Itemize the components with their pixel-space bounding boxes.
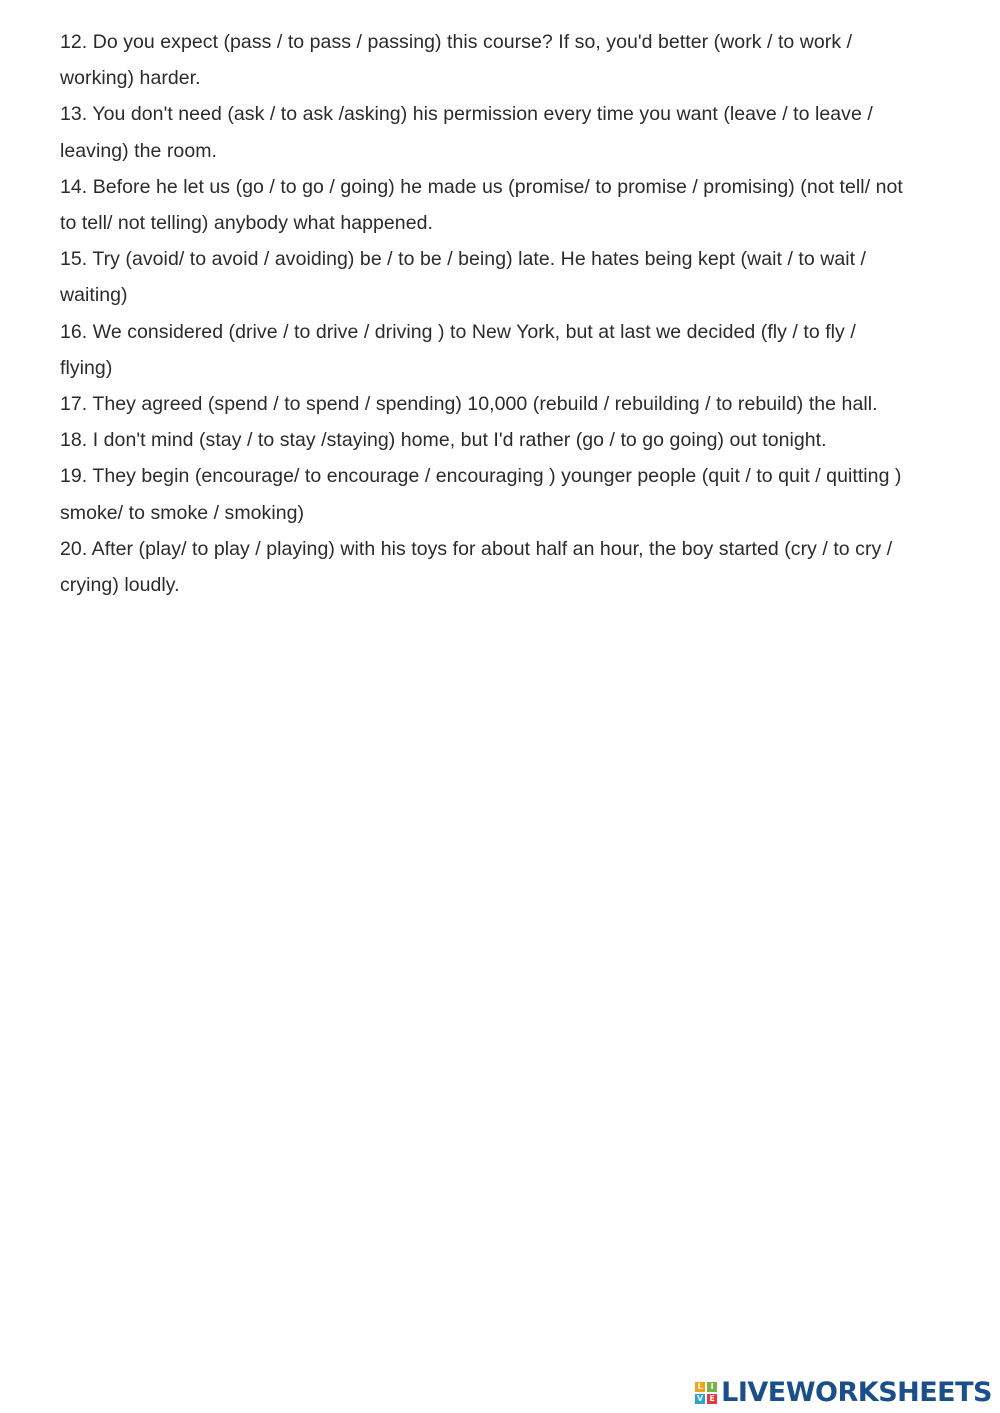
exercise-line: crying) loudly. bbox=[60, 574, 180, 597]
exercise-line: 15. Try (avoid/ to avoid / avoiding) be / to be / being) late. He hates being kept (wait / to wait / bbox=[60, 248, 867, 271]
logo-mark-cell: E bbox=[707, 1394, 717, 1404]
worksheet-text bbox=[60, 24, 972, 603]
exercise-line: leaving) the room. bbox=[60, 139, 217, 162]
exercise-line: 18. I don't mind (stay / to stay /staying) home, but I'd rather (go / to go going) out tonight. bbox=[60, 429, 827, 452]
exercise-line: flying) bbox=[60, 356, 113, 379]
exercise-line: 13. You don't need (ask / to ask /asking) his permission every time you want (leave / to leave / bbox=[60, 103, 873, 126]
logo-mark-icon bbox=[695, 1382, 717, 1404]
exercise-line: working) harder. bbox=[60, 67, 201, 90]
logo-text: LIVEWORKSHEETS bbox=[721, 1376, 992, 1408]
exercise-line: smoke/ to smoke / smoking) bbox=[60, 501, 305, 524]
logo-mark-cell: L bbox=[695, 1382, 705, 1392]
logo-mark-cell: I bbox=[707, 1382, 717, 1392]
exercise-line: waiting) bbox=[60, 284, 128, 307]
exercise-line: 14. Before he let us (go / to go / going) he made us (promise/ to promise / promising) (not tell/ not bbox=[60, 175, 903, 198]
exercise-line: 12. Do you expect (pass / to pass / passing) this course? If so, you'd better (work / to work / bbox=[60, 31, 853, 53]
exercise-line: to tell/ not telling) anybody what happened. bbox=[60, 212, 433, 235]
exercise-line: 17. They agreed (spend / to spend / spending) 10,000 (rebuild / rebuilding / to rebuild) the hall. bbox=[60, 393, 878, 416]
logo-mark-cell: V bbox=[697, 1394, 704, 1403]
liveworksheets-logo bbox=[695, 1375, 992, 1409]
exercise-line: 20. After (play/ to play / playing) with his toys for about half an hour, the boy started (cry / to cry / bbox=[60, 537, 893, 560]
exercise-line: 16. We considered (drive / to drive / driving ) to New York, but at last we decided (fly / to fly / bbox=[60, 320, 856, 343]
exercise-line: 19. They begin (encourage/ to encourage / encouraging ) younger people (quit / to quit / quitting ) bbox=[60, 465, 902, 488]
